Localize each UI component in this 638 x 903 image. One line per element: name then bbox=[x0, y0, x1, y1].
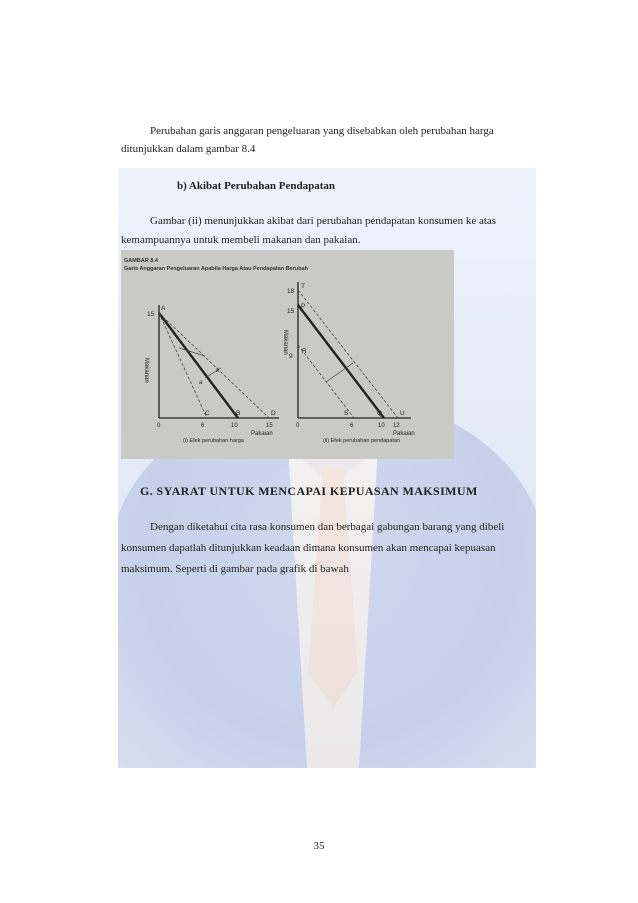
right-x-tick-6: 6 bbox=[350, 423, 354, 429]
left-curve-a: a bbox=[199, 380, 203, 386]
right-y-tick-18: 18 bbox=[287, 288, 295, 295]
left-x-tick-10: 10 bbox=[231, 423, 238, 429]
paragraph-1-line-2: ditunjukkan dalam gambar 8.4 bbox=[121, 143, 256, 155]
left-point-a: A bbox=[161, 305, 166, 312]
left-budget-line-ab bbox=[159, 313, 241, 418]
right-point-r: R bbox=[302, 348, 307, 355]
left-x-tick-15: 15 bbox=[266, 423, 273, 429]
right-point-q: Q bbox=[377, 410, 383, 417]
figure-caption-number: GAMBAR 8.4 bbox=[124, 258, 158, 264]
right-y-tick-9: 9 bbox=[289, 353, 293, 360]
left-x-tick-0: 0 bbox=[157, 423, 161, 429]
paragraph-3-line-2: konsumen dapatlah ditunjukkan keadaan dimana konsumen akan mencapai kepuasan bbox=[121, 542, 496, 554]
paragraph-2-line-2: kemampuannya untuk membeli makanan dan pakaian. bbox=[121, 234, 361, 246]
left-x-axis-label: Pakaian bbox=[251, 431, 273, 437]
right-chart bbox=[282, 282, 415, 444]
figure-8-4 bbox=[121, 250, 454, 459]
left-chart-subtitle: (i) Efek perubahan harga bbox=[183, 438, 244, 444]
paragraph-3-line-1: Dengan diketahui cita rasa konsumen dan berbagai gabungan barang yang dibeli bbox=[150, 521, 505, 533]
left-curve-b: b bbox=[216, 368, 220, 374]
subheading-b: b) Akibat Perubahan Pendapatan bbox=[177, 180, 336, 192]
right-y-axis-label: Makanan bbox=[282, 330, 288, 355]
right-x-tick-10: 10 bbox=[378, 423, 385, 429]
right-x-axis-label: Pakaian bbox=[393, 431, 415, 437]
right-point-u: U bbox=[400, 410, 405, 417]
left-x-tick-6: 6 bbox=[201, 423, 205, 429]
left-arrow-a bbox=[179, 348, 205, 356]
page-number: 35 bbox=[313, 840, 325, 852]
left-point-b: B bbox=[236, 410, 241, 417]
left-point-c: C bbox=[205, 410, 210, 417]
right-x-tick-0: 0 bbox=[296, 423, 300, 429]
paragraph-1-line-1: Perubahan garis anggaran pengeluaran yang disebabkan oleh perubahan harga bbox=[150, 125, 494, 137]
left-y-tick-15: 15 bbox=[147, 311, 155, 318]
right-point-s: S bbox=[344, 410, 349, 417]
left-point-d: D bbox=[271, 410, 276, 417]
right-point-p: P bbox=[301, 303, 306, 310]
paragraph-3-line-3: maksimum. Seperti di gambar pada grafik di bawah bbox=[121, 563, 349, 575]
right-chart-subtitle: (ii) Efek perubahan pendapatan bbox=[323, 438, 401, 444]
right-point-t: T bbox=[301, 283, 305, 290]
paragraph-2-line-1: Gambar (ii) menunjukkan akibat dari perubahan pendapatan konsumen ke atas bbox=[150, 215, 497, 227]
figure-caption-title: Garis Anggaran Pengeluaran Apabila Harga Atau Pendapatan Berubah bbox=[124, 266, 308, 272]
left-y-axis-label: Makanan bbox=[143, 358, 149, 383]
left-budget-line-ad bbox=[159, 313, 269, 418]
right-x-tick-12: 12 bbox=[393, 423, 400, 429]
section-heading-g: G. SYARAT UNTUK MENCAPAI KEPUASAN MAKSIMUM bbox=[140, 484, 478, 498]
right-budget-line-tu bbox=[298, 290, 398, 418]
right-budget-line-rs bbox=[298, 345, 354, 418]
right-y-tick-15: 15 bbox=[287, 308, 295, 315]
left-chart bbox=[143, 305, 279, 444]
